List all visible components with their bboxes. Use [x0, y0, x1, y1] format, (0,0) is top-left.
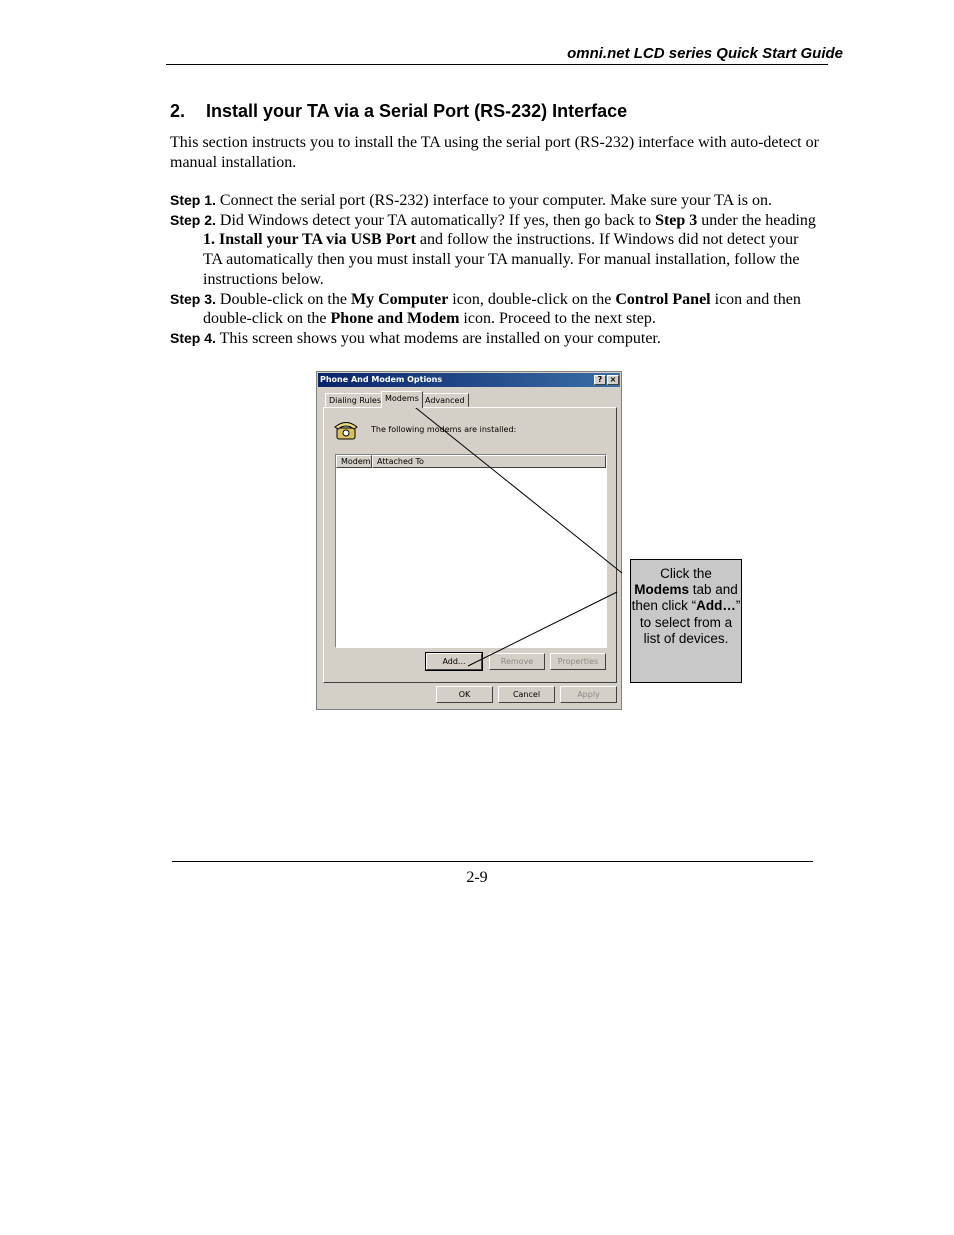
callout-box: [630, 559, 742, 683]
step-text: This screen shows you what modems are installed on your computer.: [215, 329, 661, 347]
step-text: Did Windows detect your TA automatically? If yes, then go back to: [215, 211, 656, 229]
remove-button[interactable]: Remove: [489, 653, 545, 670]
apply-button[interactable]: Apply: [560, 686, 617, 703]
column-header-attached-to[interactable]: Attached To: [372, 455, 606, 468]
step-text: icon, double-click on the: [448, 290, 616, 308]
cancel-button[interactable]: Cancel: [498, 686, 555, 703]
section-intro: This section instructs you to install the TA using the serial port (RS-232) interface with auto-detect or manual installation.: [170, 134, 819, 171]
step-emphasis: My Computer: [350, 290, 449, 308]
callout-text: tab and then click “: [631, 582, 738, 614]
step-text: under the heading: [697, 211, 816, 229]
step-text: icon. Proceed to the next step.: [459, 310, 656, 328]
section-number: 2.: [170, 101, 186, 121]
step-label: Step 2.: [170, 211, 216, 228]
leader-line-modems-tab: [396, 392, 622, 573]
close-button[interactable]: ×: [607, 375, 619, 385]
section-title: Install your TA via a Serial Port (RS-232) Interface: [206, 101, 628, 121]
callout-text: Click the: [660, 566, 712, 581]
step-label: Step 3.: [170, 290, 216, 307]
ok-button[interactable]: OK: [436, 686, 493, 703]
column-header-modem[interactable]: Modem: [336, 455, 372, 468]
installed-modems-message: The following modems are installed:: [371, 425, 517, 434]
running-header-title: omni.net LCD series Quick Start Guide: [567, 45, 843, 62]
step-text: icon and then double-click on the: [203, 290, 801, 328]
step-emphasis: Phone and Modem: [330, 310, 460, 328]
callout-text: ” to select from a list of devices.: [639, 598, 741, 646]
step-emphasis: 1. Install your TA via USB Port: [203, 231, 416, 249]
tab-modems[interactable]: Modems: [381, 391, 423, 408]
step-text: and follow the instructions. If Windows did not detect your TA automatically then you must install your TA manually. For manual installation, follow the instructions below.: [203, 231, 800, 288]
dialog-title: Phone And Modem Options: [320, 375, 443, 384]
page-number: 2-9: [466, 869, 488, 886]
step-label: Step 4.: [170, 329, 216, 346]
add-button[interactable]: Add...: [426, 653, 482, 670]
tab-advanced[interactable]: Advanced: [421, 393, 469, 407]
callout-emphasis: Modems: [634, 582, 689, 598]
leader-line-add-button: [468, 592, 617, 666]
step-emphasis: Step 3: [655, 211, 698, 229]
step-emphasis: Control Panel: [615, 290, 711, 308]
callout-emphasis: Add…: [696, 598, 736, 614]
tab-dialing-rules[interactable]: Dialing Rules: [325, 393, 385, 407]
step-label: Step 1.: [170, 192, 216, 208]
step-text: Connect the serial port (RS-232) interface to your computer. Make sure your TA is on.: [215, 192, 772, 209]
properties-button[interactable]: Properties: [550, 653, 606, 670]
footer-rule: [172, 861, 813, 862]
step-text: Double-click on the: [215, 290, 351, 308]
help-button[interactable]: ?: [594, 375, 606, 385]
